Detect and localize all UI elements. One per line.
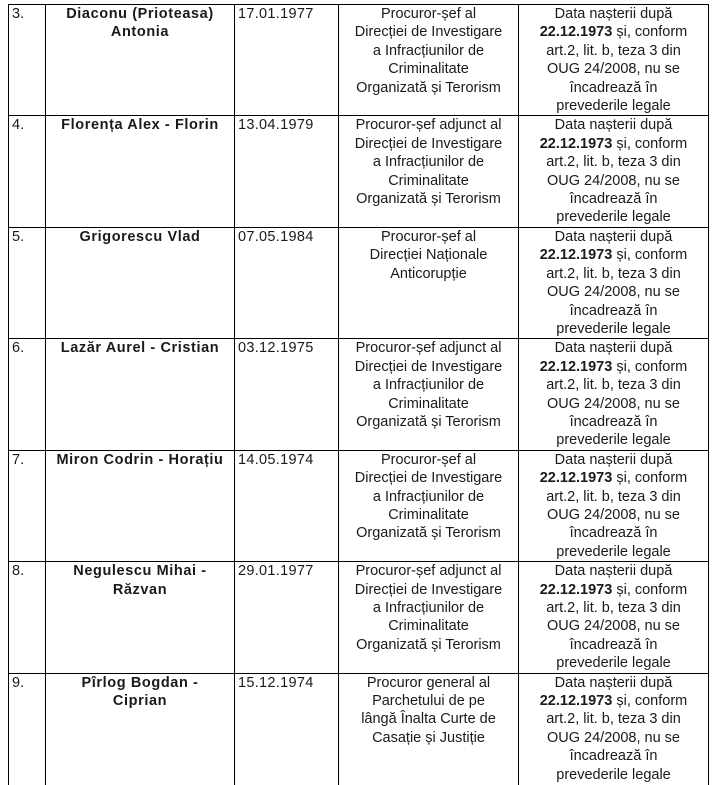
note-line-6: prevederile legale	[522, 431, 705, 449]
function-line: Organizată și Terorism	[342, 190, 515, 208]
function-line: Organizată și Terorism	[342, 636, 515, 654]
note-cell	[519, 339, 709, 450]
function-line: Procuror-șef adjunct al	[342, 116, 515, 134]
note-line-1: Data nașterii după	[522, 451, 705, 469]
name-cell	[46, 227, 235, 338]
function-line: Direcției de Investigare	[342, 581, 515, 599]
person-name-line: Florența Alex - Florin	[49, 116, 231, 134]
note-line-5: încadrează în	[522, 747, 705, 765]
person-name-line: Ciprian	[49, 692, 231, 710]
reference-date: 22.12.1973	[540, 136, 613, 152]
note-line-4: OUG 24/2008, nu se	[522, 283, 705, 301]
note-line-6: prevederile legale	[522, 654, 705, 672]
note-line-1: Data nașterii după	[522, 116, 705, 134]
note-line-2-rest: și, conform	[612, 24, 687, 40]
note-cell	[519, 673, 709, 785]
row-number: 8.	[12, 563, 24, 579]
birth-date-cell	[235, 227, 339, 338]
birth-date-cell	[235, 450, 339, 561]
function-cell	[339, 339, 519, 450]
name-cell	[46, 450, 235, 561]
note-line-1: Data nașterii după	[522, 674, 705, 692]
birth-date: 29.01.1977	[238, 563, 314, 579]
birth-date-cell	[235, 673, 339, 785]
function-line: a Infracțiunilor de	[342, 153, 515, 171]
function-line: Organizată și Terorism	[342, 79, 515, 97]
function-line: Procuror-șef adjunct al	[342, 339, 515, 357]
reference-date: 22.12.1973	[540, 693, 613, 709]
row-number-cell	[9, 562, 46, 673]
note-line-2	[522, 358, 705, 376]
note-line-3: art.2, lit. b, teza 3 din	[522, 153, 705, 171]
note-line-5: încadrează în	[522, 524, 705, 542]
note-line-1: Data nașterii după	[522, 339, 705, 357]
table-row	[9, 5, 709, 116]
name-cell	[46, 673, 235, 785]
function-line: Procuror-șef al	[342, 451, 515, 469]
function-line: Anticorupție	[342, 265, 515, 283]
note-line-4: OUG 24/2008, nu se	[522, 506, 705, 524]
note-line-5: încadrează în	[522, 302, 705, 320]
row-number-cell	[9, 5, 46, 116]
row-number: 9.	[12, 675, 24, 691]
note-line-2	[522, 692, 705, 710]
function-line: Direcției de Investigare	[342, 469, 515, 487]
note-line-3: art.2, lit. b, teza 3 din	[522, 488, 705, 506]
function-line: a Infracțiunilor de	[342, 376, 515, 394]
name-cell	[46, 116, 235, 227]
note-line-3: art.2, lit. b, teza 3 din	[522, 265, 705, 283]
note-line-1: Data nașterii după	[522, 5, 705, 23]
function-line: Direcției de Investigare	[342, 23, 515, 41]
row-number-cell	[9, 673, 46, 785]
prosecutors-table	[8, 4, 709, 785]
birth-date-cell	[235, 5, 339, 116]
note-line-4: OUG 24/2008, nu se	[522, 172, 705, 190]
function-line: Direcției Naționale	[342, 246, 515, 264]
note-line-4: OUG 24/2008, nu se	[522, 60, 705, 78]
note-cell	[519, 562, 709, 673]
table-body	[9, 5, 709, 785]
function-cell	[339, 116, 519, 227]
table-row	[9, 450, 709, 561]
note-line-2	[522, 135, 705, 153]
note-line-5: încadrează în	[522, 190, 705, 208]
note-line-5: încadrează în	[522, 636, 705, 654]
note-line-6: prevederile legale	[522, 320, 705, 338]
note-line-6: prevederile legale	[522, 543, 705, 561]
name-cell	[46, 339, 235, 450]
birth-date: 15.12.1974	[238, 675, 314, 691]
note-line-4: OUG 24/2008, nu se	[522, 395, 705, 413]
note-line-2-rest: și, conform	[612, 359, 687, 375]
function-line: Procuror-șef al	[342, 5, 515, 23]
note-line-2	[522, 581, 705, 599]
function-line: Criminalitate	[342, 172, 515, 190]
note-cell	[519, 227, 709, 338]
birth-date: 03.12.1975	[238, 340, 314, 356]
function-line: Direcției de Investigare	[342, 358, 515, 376]
note-line-3: art.2, lit. b, teza 3 din	[522, 599, 705, 617]
reference-date: 22.12.1973	[540, 247, 613, 263]
table-row	[9, 673, 709, 785]
reference-date: 22.12.1973	[540, 470, 613, 486]
person-name-line: Grigorescu Vlad	[49, 228, 231, 246]
note-line-2-rest: și, conform	[612, 582, 687, 598]
note-cell	[519, 450, 709, 561]
person-name-line: Diaconu (Prioteasa)	[49, 5, 231, 23]
function-line: Criminalitate	[342, 395, 515, 413]
note-line-2	[522, 23, 705, 41]
name-cell	[46, 5, 235, 116]
note-line-3: art.2, lit. b, teza 3 din	[522, 710, 705, 728]
note-line-2-rest: și, conform	[612, 136, 687, 152]
person-name-line: Negulescu Mihai -	[49, 562, 231, 580]
birth-date: 14.05.1974	[238, 452, 314, 468]
note-line-3: art.2, lit. b, teza 3 din	[522, 376, 705, 394]
function-line: Casație și Justiție	[342, 729, 515, 747]
function-line: a Infracțiunilor de	[342, 42, 515, 60]
table-row	[9, 339, 709, 450]
note-line-2	[522, 469, 705, 487]
row-number: 7.	[12, 452, 24, 468]
note-cell	[519, 5, 709, 116]
row-number-cell	[9, 227, 46, 338]
function-line: Organizată și Terorism	[342, 524, 515, 542]
function-line: Criminalitate	[342, 506, 515, 524]
table-row	[9, 227, 709, 338]
function-line: Direcției de Investigare	[342, 135, 515, 153]
birth-date-cell	[235, 116, 339, 227]
note-line-6: prevederile legale	[522, 208, 705, 226]
function-cell	[339, 673, 519, 785]
note-line-4: OUG 24/2008, nu se	[522, 617, 705, 635]
note-line-1: Data nașterii după	[522, 562, 705, 580]
birth-date: 13.04.1979	[238, 117, 314, 133]
birth-date: 17.01.1977	[238, 6, 314, 22]
note-line-3: art.2, lit. b, teza 3 din	[522, 42, 705, 60]
row-number: 6.	[12, 340, 24, 356]
person-name-line: Miron Codrin - Horațiu	[49, 451, 231, 469]
note-line-1: Data nașterii după	[522, 228, 705, 246]
function-line: a Infracțiunilor de	[342, 599, 515, 617]
reference-date: 22.12.1973	[540, 582, 613, 598]
person-name-line: Lazăr Aurel - Cristian	[49, 339, 231, 357]
note-line-6: prevederile legale	[522, 97, 705, 115]
row-number-cell	[9, 339, 46, 450]
person-name-line: Pîrlog Bogdan -	[49, 674, 231, 692]
note-line-5: încadrează în	[522, 79, 705, 97]
reference-date: 22.12.1973	[540, 359, 613, 375]
birth-date: 07.05.1984	[238, 229, 314, 245]
function-line: a Infracțiunilor de	[342, 488, 515, 506]
note-line-2-rest: și, conform	[612, 470, 687, 486]
row-number: 4.	[12, 117, 24, 133]
note-line-4: OUG 24/2008, nu se	[522, 729, 705, 747]
row-number-cell	[9, 116, 46, 227]
row-number: 3.	[12, 6, 24, 22]
table-row	[9, 562, 709, 673]
note-cell	[519, 116, 709, 227]
function-line: Criminalitate	[342, 60, 515, 78]
row-number: 5.	[12, 229, 24, 245]
note-line-6: prevederile legale	[522, 766, 705, 784]
note-line-2	[522, 246, 705, 264]
name-cell	[46, 562, 235, 673]
function-cell	[339, 227, 519, 338]
function-line: Procuror general al	[342, 674, 515, 692]
function-line: Parchetului de pe	[342, 692, 515, 710]
function-cell	[339, 5, 519, 116]
note-line-5: încadrează în	[522, 413, 705, 431]
function-line: Procuror-șef al	[342, 228, 515, 246]
function-line: Criminalitate	[342, 617, 515, 635]
birth-date-cell	[235, 339, 339, 450]
birth-date-cell	[235, 562, 339, 673]
note-line-2-rest: și, conform	[612, 693, 687, 709]
function-line: lângă Înalta Curte de	[342, 710, 515, 728]
note-line-2-rest: și, conform	[612, 247, 687, 263]
function-line: Procuror-șef adjunct al	[342, 562, 515, 580]
function-cell	[339, 562, 519, 673]
function-cell	[339, 450, 519, 561]
function-line: Organizată și Terorism	[342, 413, 515, 431]
row-number-cell	[9, 450, 46, 561]
person-name-line: Răzvan	[49, 581, 231, 599]
reference-date: 22.12.1973	[540, 24, 613, 40]
person-name-line: Antonia	[49, 23, 231, 41]
table-row	[9, 116, 709, 227]
